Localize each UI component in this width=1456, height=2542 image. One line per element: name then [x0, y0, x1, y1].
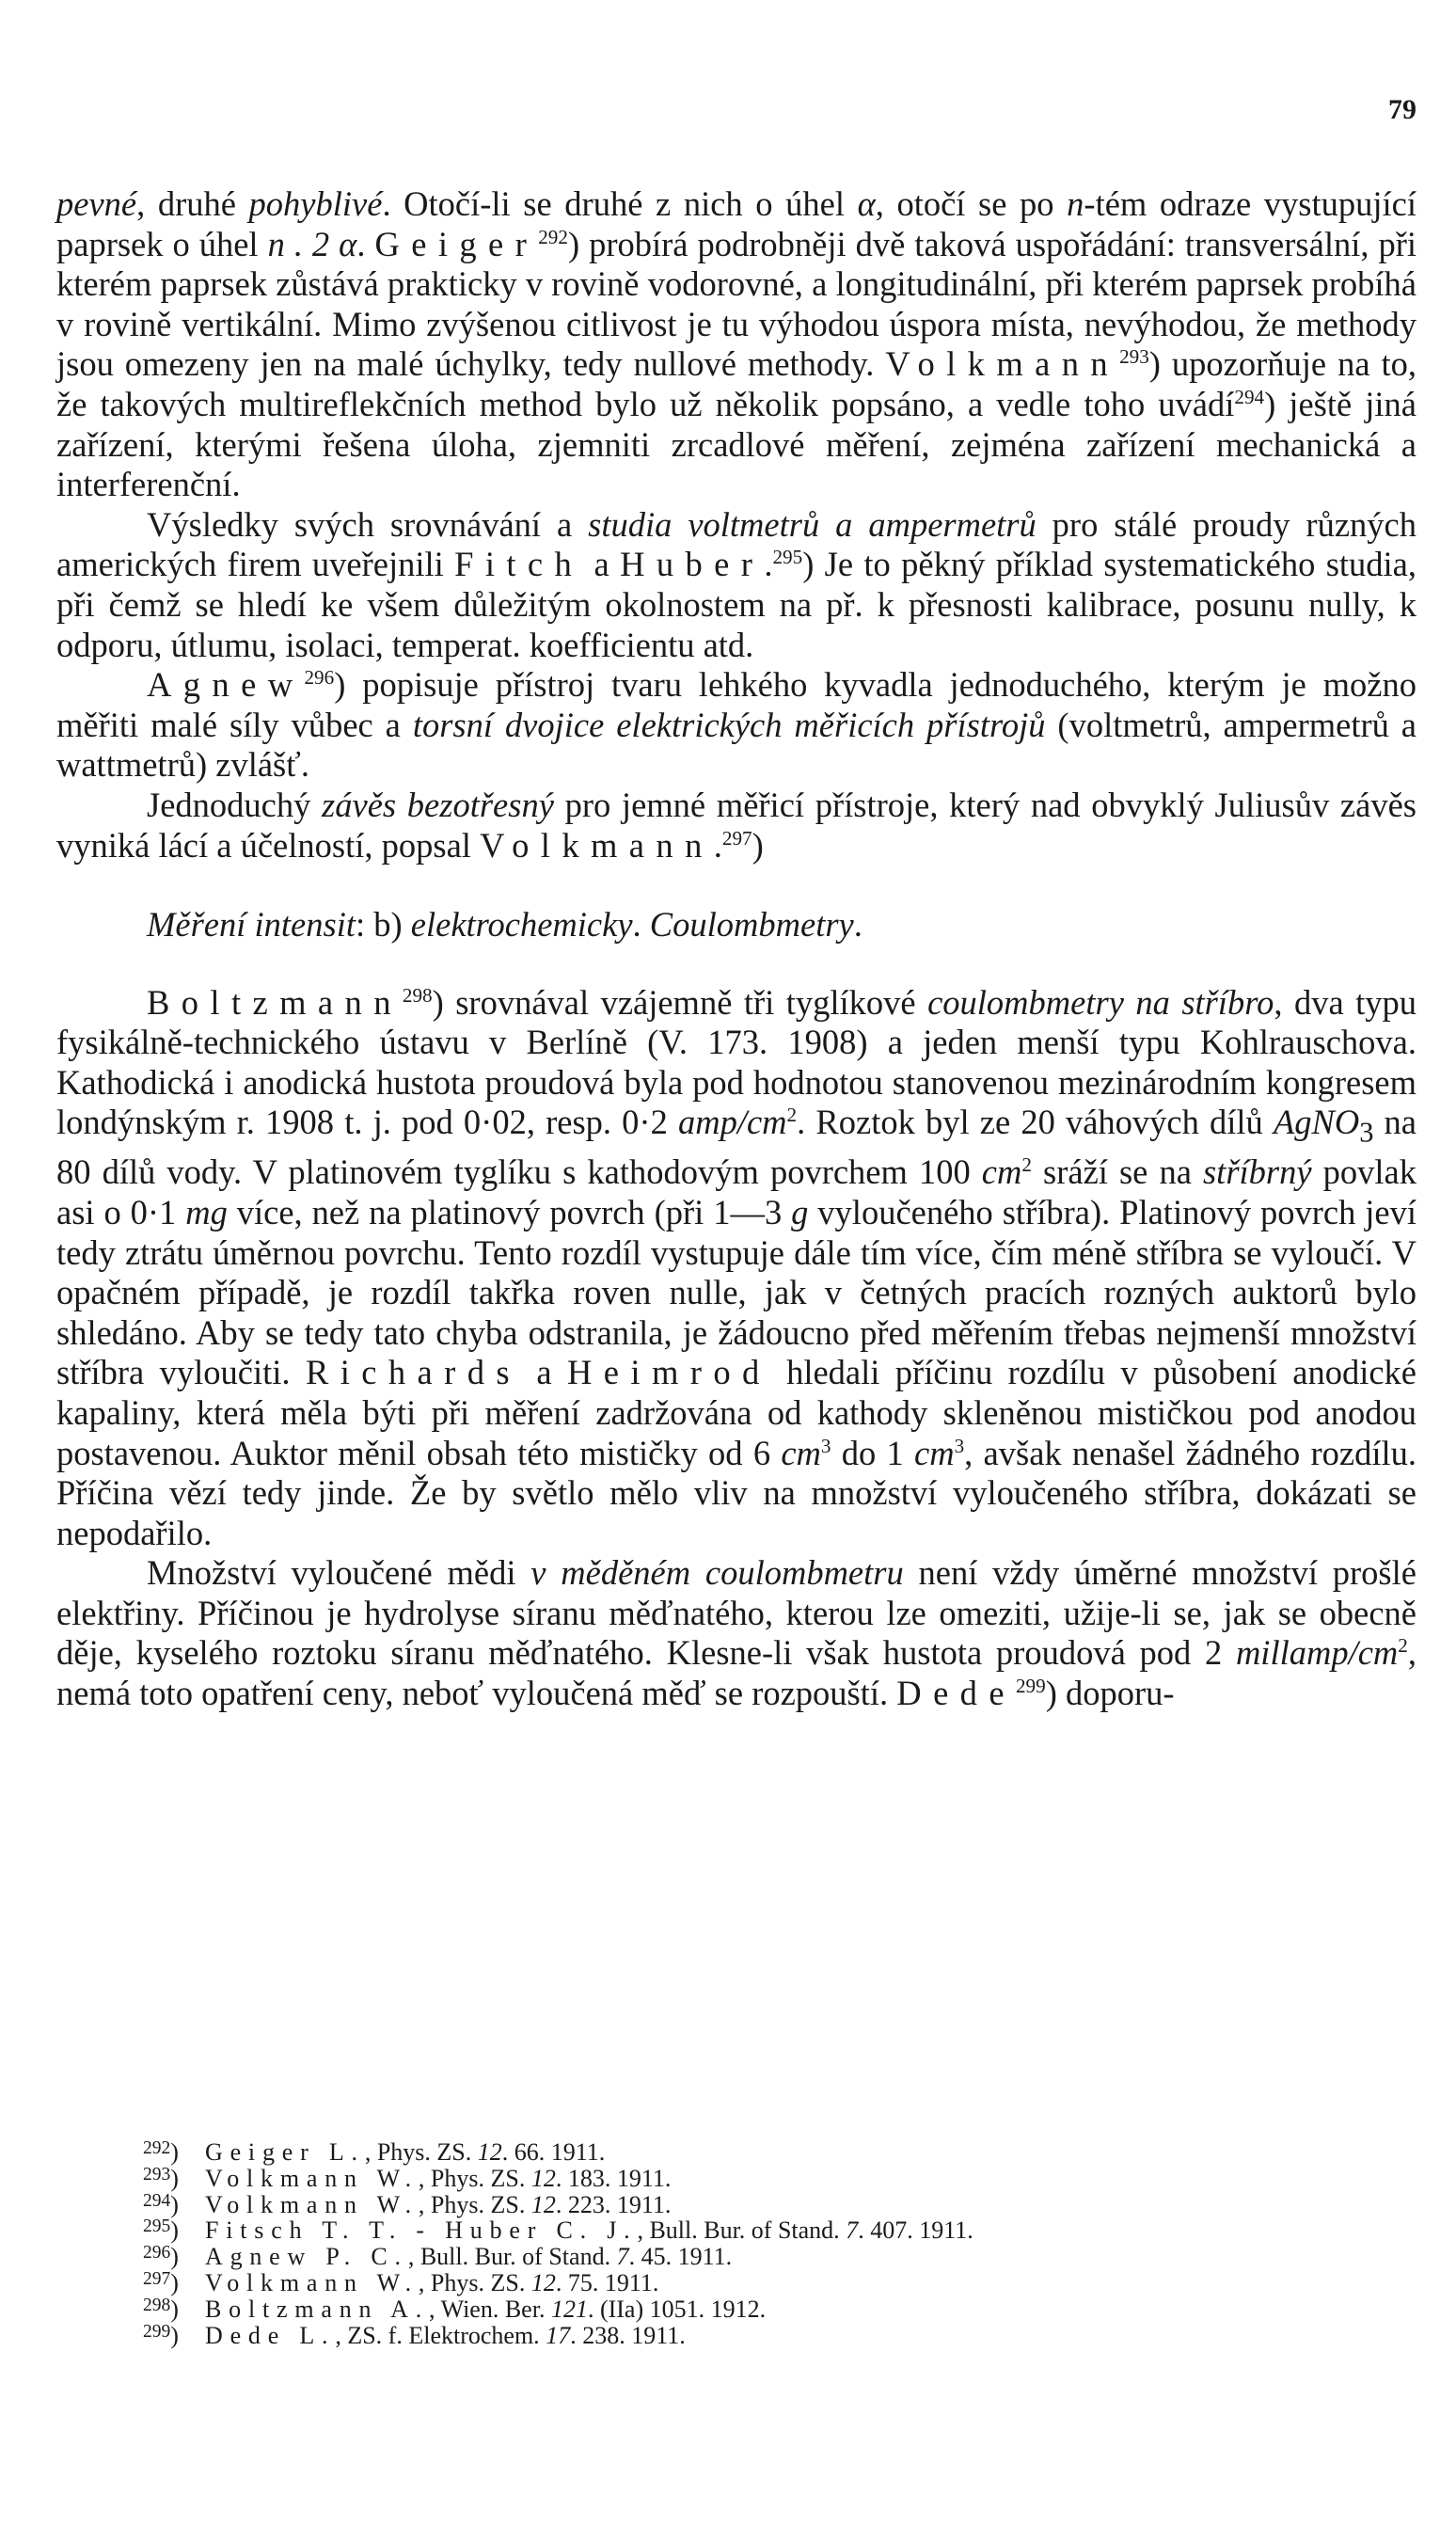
math-symbol: n — [1067, 184, 1084, 223]
text-run: na 80 dílů vody. V platinovém tyglíku s kathodovým povrchem 100 — [56, 1103, 1417, 1192]
text-run: sráží se na — [1031, 1152, 1203, 1192]
footnote-ref: 296 — [304, 666, 335, 689]
unit: cm — [781, 1433, 821, 1472]
footnote-number: $^{297}$) — [143, 2268, 179, 2296]
text-run: pro jemné měřicí přístroje, který nad obvyklý Juliusův závěs vyniká lácí a účelností, popsal — [56, 785, 1416, 865]
exponent: 2 — [1398, 1634, 1408, 1658]
footnote-num: 299 — [143, 2321, 171, 2342]
page-number: 79 — [1388, 94, 1416, 125]
text-run: pro stálé proudy různých amerických firem uveřejnili — [56, 504, 1416, 584]
italic-term: v měděném coulombmetru — [530, 1553, 904, 1593]
text-run: vyloučeného stříbra). Platinový povrch jeví tedy ztrátu úměrnou povrchu. Tento rozdíl vystupuje dále tím více, čím méně stříbra se vyloučí. V opačném případě, je rozdíl takřka roven nulle, jak v četných pracích rozných auktorů bylo shledáno. Aby se tedy tato chyba odstranila, je žádoucno před měřením třebas nejmenší množství stříbra vyloučiti. — [56, 1192, 1417, 1392]
footnote-number: $^{298}$) — [143, 2295, 179, 2323]
footnote-pages: . 183. 1911. — [555, 2164, 672, 2192]
footnote — [143, 2270, 1366, 2296]
author-name: Volkmann — [885, 344, 1120, 384]
footnote-ref: 295 — [772, 546, 803, 569]
footnote-pages: . 75. 1911. — [555, 2268, 659, 2296]
author-name: Fitch — [454, 545, 584, 584]
text-run: (voltmetrů, ampermetrů a wattmetrů) zvlášť. — [56, 705, 1417, 785]
footnote — [143, 2192, 1366, 2218]
author-name: Agnew — [147, 665, 305, 705]
footnote-pages: . 223. 1911. — [555, 2190, 672, 2218]
text-run: ) srovnával vzájemně tři tyglíkové — [432, 982, 928, 1022]
footnote-num: 293 — [143, 2164, 171, 2185]
chemical-formula: AgNO — [1273, 1103, 1360, 1142]
text-run: ) probírá podrobněji dvě taková uspořádání: transversální, při kterém paprsek zůstává prakticky v rovině vodorovné, a longitudinální, při kterém paprsek probíhá v rovině vertikální. Mimo zvýšenou citlivost je tu výhodou úspora místa, nevýhodou, že methody jsou omezeny jen na malé úchylky, tedy nullové methody. — [56, 224, 1417, 384]
footnote-author: Volkmann W. — [205, 2268, 419, 2296]
footnote-pages: . 407. 1911. — [858, 2216, 973, 2245]
text-run: ) doporu- — [1045, 1674, 1175, 1713]
footnote-volume: 7 — [846, 2216, 859, 2245]
text-run: ) upozorňuje na to, že takových multireflekčních method bylo už několik popsáno, a vedle toho uvádí — [56, 344, 1417, 423]
footnote-author: Geiger L. — [205, 2138, 365, 2166]
text-run: není vždy úměrné množství prošlé elektřiny. Příčinou je hydrolyse síranu měďnatého, kterou lze omeziti, užije-li se, jak se obecně děje, kyselého roztoku síranu měďnatého. Klesne-li však hustota proudová pod 2 — [56, 1553, 1416, 1673]
footnote-number: $^{299}$) — [143, 2321, 179, 2349]
footnote-author: Volkmann W. — [205, 2164, 419, 2192]
math-symbol: α — [857, 184, 876, 223]
italic-term: pevné — [56, 184, 137, 223]
footnote-volume: 7 — [616, 2243, 629, 2271]
exponent: 2 — [786, 1104, 798, 1127]
page — [56, 0, 1416, 2542]
unit: millamp/cm — [1235, 1633, 1399, 1673]
italic-term: torsní dvojice elektrických měřicích přístrojů — [412, 705, 1046, 744]
author-name: Boltzmann — [147, 982, 403, 1022]
text-run: ) — [752, 825, 764, 865]
italic-term: stříbrný — [1202, 1152, 1312, 1192]
text-run: . — [713, 825, 722, 865]
footnote — [143, 2296, 1366, 2323]
text-run: . — [764, 545, 773, 584]
text-run: Jednoduchý — [147, 785, 323, 824]
author-name: Dede — [896, 1674, 1016, 1713]
author-name: Heimrod — [567, 1353, 771, 1392]
footnote-volume: 12 — [530, 2190, 556, 2218]
exponent: 2 — [1021, 1153, 1032, 1177]
footnote — [143, 2323, 1366, 2349]
footnote-num: 294 — [143, 2190, 171, 2211]
paragraph-5 — [56, 983, 1416, 1554]
footnote-source: , Phys. ZS. — [364, 2138, 478, 2166]
text-run: , avšak nenašel žádného rozdílu. Příčina vězí tedy jinde. Že by světlo mělo vliv na množství vyloučeného stříbra, dokázati se nepodařilo. — [56, 1433, 1417, 1552]
italic-term: pohyblivé — [248, 184, 383, 223]
footnote-ref: 292 — [538, 225, 568, 248]
italic-term: studia voltmetrů a ampermetrů — [588, 504, 1037, 544]
footnote-pages: . (IIa) 1051. 1912. — [587, 2295, 767, 2323]
heading-italic: Měření intensit — [147, 905, 356, 945]
text-run: . — [632, 905, 650, 945]
footnote-ref: 293 — [1119, 345, 1149, 369]
unit: cm — [981, 1152, 1022, 1192]
text-run: . Otočí-li se druhé z nich o úhel — [382, 184, 858, 223]
text-run: do 1 — [831, 1433, 915, 1472]
section-heading — [56, 905, 1416, 945]
text-run: : b) — [356, 905, 411, 945]
paragraph-2 — [56, 505, 1416, 665]
footnote-ref: 298 — [402, 983, 433, 1007]
footnote-num: 297 — [143, 2269, 171, 2290]
footnote-pages: . 45. 1911. — [628, 2243, 733, 2271]
text-run: , otočí se po — [875, 184, 1068, 223]
footnote-source: , Wien. Ber. — [429, 2295, 551, 2323]
footnote — [143, 2139, 1366, 2166]
math-expression: n . 2 α — [267, 224, 357, 263]
paragraph-1 — [56, 184, 1416, 505]
footnote-ref: 294 — [1234, 385, 1265, 408]
footnote-author: Dede L. — [205, 2321, 336, 2349]
text-run: více, než na platinový povrch (při 1—3 — [227, 1192, 792, 1231]
text-run: Výsledky svých srovnávání a — [147, 504, 589, 544]
footnote-num: 292 — [143, 2138, 171, 2159]
footnote-ref: 297 — [721, 826, 752, 850]
text-run: ) ještě jiná zařízení, kterými řešena úloha, zjemniti zrcadlové měření, zejména zařízení mechanická a interferenční. — [56, 384, 1416, 504]
text-run: hledali příčinu rozdílu v působení anodické kapaliny, která měla býti při měření zadržována od kathody skleněnou mističkou pod anodou postavenou. Auktor měnil obsah této mističky od 6 — [56, 1353, 1417, 1472]
footnote-num: 295 — [143, 2216, 171, 2237]
footnote-number: $^{296}$) — [143, 2243, 179, 2271]
unit: mg — [185, 1192, 228, 1231]
footnote — [143, 2217, 1366, 2244]
footnote-volume: 121 — [550, 2295, 588, 2323]
footnote-num: 298 — [143, 2295, 171, 2315]
author-name: Volkmann — [480, 825, 714, 865]
footnote-author: Volkmann W. — [205, 2190, 419, 2218]
footnote-source: , Phys. ZS. — [418, 2190, 531, 2218]
text-run: . — [853, 905, 863, 945]
footnote-number: $^{293}$) — [143, 2164, 179, 2192]
footnote-author: Fitsch T. T. - Huber C. J. — [205, 2216, 638, 2245]
footnote-number: $^{295}$) — [143, 2216, 179, 2245]
footnotes — [143, 2139, 1366, 2348]
unit: cm — [914, 1433, 955, 1472]
exponent: 3 — [954, 1434, 965, 1457]
footnote — [143, 2244, 1366, 2270]
footnote-source: , Bull. Bur. of Stand. — [637, 2216, 847, 2245]
text-run: , druhé — [136, 184, 249, 223]
footnote-number: $^{292}$) — [143, 2138, 179, 2166]
text-run: povlak asi o 0·1 — [56, 1152, 1416, 1231]
text-run: . Roztok byl ze 20 váhových dílů — [797, 1103, 1274, 1142]
text-run: , dva typu fysikálně-technického ústavu v Berlíně (V. 173. 1908) a jeden menší typu Kohlrauschova. Kathodická i anodická hustota proudová byla pod hodnotou stanovenou mezinárodním kongresem londýnským r. 1908 t. j. pod 0·02, resp. 0·2 — [56, 982, 1416, 1142]
footnote — [143, 2166, 1366, 2192]
unit: g — [791, 1192, 809, 1231]
text-run: a — [583, 545, 621, 584]
footnote-source: , Bull. Bur. of Stand. — [407, 2243, 617, 2271]
footnote-author: Boltzmann A. — [205, 2295, 430, 2323]
footnote-num: 296 — [143, 2243, 171, 2264]
unit: amp/cm — [677, 1103, 787, 1142]
text-run: ) Je to pěkný příklad systematického studia, při čemž se hledí ke všem důležitým okolnostem na př. k přesnosti kalibrace, posunu nully, k odporu, útlumu, isolaci, temperat. koefficientu atd. — [56, 545, 1417, 664]
footnote-pages: . 66. 1911. — [501, 2138, 606, 2166]
footnote-number: $^{294}$) — [143, 2190, 179, 2218]
footnote-author: Agnew P. C. — [205, 2243, 408, 2271]
body-text — [56, 184, 1416, 1714]
text-run: Množství vyloučené mědi — [147, 1553, 531, 1593]
text-run: a — [521, 1353, 568, 1392]
text-run: . — [356, 224, 375, 263]
exponent: 3 — [820, 1434, 831, 1457]
footnote-ref: 299 — [1015, 1674, 1046, 1697]
footnote-source: , Phys. ZS. — [418, 2268, 531, 2296]
author-name: Richards — [305, 1353, 521, 1392]
text-run: -tém odraze vystupující paprsek o úhel — [56, 184, 1416, 263]
author-name: Geiger — [374, 224, 539, 263]
paragraph-6 — [56, 1553, 1416, 1713]
footnote-volume: 17 — [546, 2321, 571, 2349]
footnote-pages: . 238. 1911. — [570, 2321, 686, 2349]
heading-italic: Coulombmetry — [649, 905, 854, 945]
footnote-volume: 12 — [530, 2268, 556, 2296]
footnote-volume: 12 — [477, 2138, 502, 2166]
footnote-source: , Phys. ZS. — [418, 2164, 531, 2192]
heading-italic: elektrochemicky — [410, 905, 633, 945]
italic-term: závěs bezotřesný — [322, 785, 554, 824]
footnote-source: , ZS. f. Elektrochem. — [335, 2321, 546, 2349]
paragraph-4 — [56, 786, 1416, 866]
subscript: 3 — [1359, 1116, 1374, 1149]
author-name: Huber — [620, 545, 765, 584]
italic-term: coulombmetry na stříbro — [927, 982, 1274, 1022]
footnote-volume: 12 — [530, 2164, 556, 2192]
text-run: , nemá toto opatření ceny, neboť vyloučená měď se rozpouští. — [56, 1633, 1416, 1713]
text-run: ) popisuje přístroj tvaru lehkého kyvadla jednoduchého, kterým je možno měřiti malé síly vůbec a — [56, 665, 1416, 744]
paragraph-3 — [56, 665, 1416, 786]
